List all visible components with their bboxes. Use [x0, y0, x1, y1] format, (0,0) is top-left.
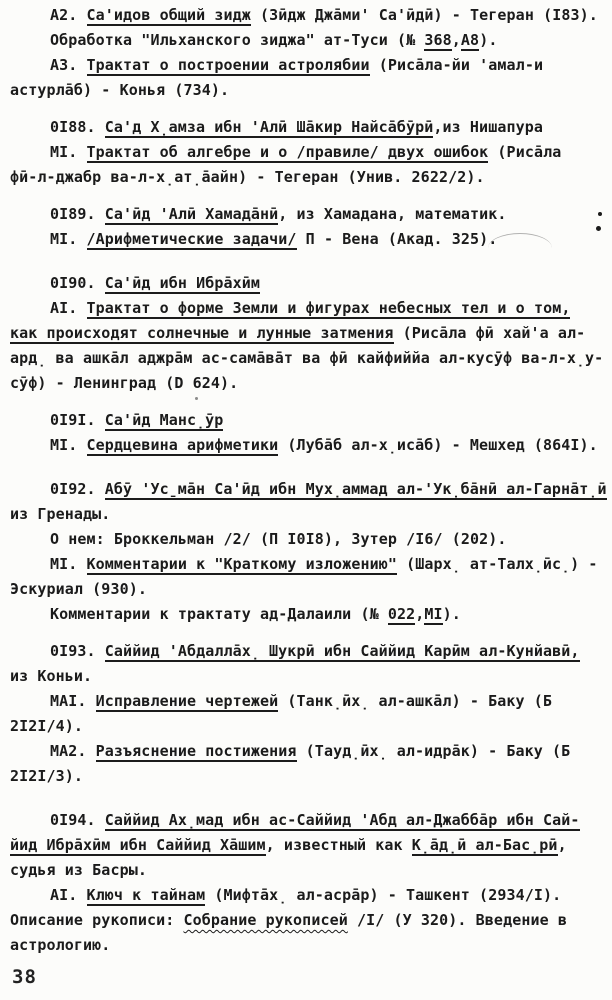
underlined-text: 022 — [387, 605, 416, 623]
catalog-entry — [10, 408, 606, 458]
text-segment: МАI. — [50, 692, 96, 710]
underlined-text: К̣āд̣ӣ ал-Бас̣рӣ — [411, 836, 558, 854]
text-segment: МI. — [50, 555, 87, 573]
text-line — [10, 53, 606, 78]
underlined-text: как происходят солнечные и лунные затмения — [10, 324, 394, 342]
text-line — [10, 3, 606, 28]
text-segment: А3. — [50, 56, 87, 74]
text-segment: 0I94. — [50, 811, 105, 829]
text-line — [10, 78, 606, 103]
text-segment: из Коньи. — [10, 667, 93, 685]
text-segment: (Зӣдж Джāми' Са'ӣдӣ) - Тегеран (I83). — [250, 6, 598, 24]
text-line — [10, 808, 606, 833]
text-segment: (Лубāб ал-х̣исāб) - Мешхед (864I). — [278, 436, 598, 454]
catalog-entry — [10, 271, 606, 396]
catalog-entry — [10, 639, 606, 789]
underlined-text: Собрание рукописей — [183, 911, 348, 929]
text-line — [10, 833, 606, 858]
text-segment: МА2. — [50, 742, 96, 760]
text-segment: МI. — [50, 230, 87, 248]
text-segment: , известный как — [265, 836, 412, 854]
text-block — [10, 3, 606, 958]
text-segment: АI. — [50, 886, 87, 904]
text-line — [10, 664, 606, 689]
text-segment: 0I9I. — [50, 411, 105, 429]
underlined-text: Саййид Ах̣мад ибн ас-Саййид 'Абд ал-Джаббāр ибн Сай- — [104, 811, 580, 829]
text-segment: 2I2I/3). — [10, 767, 84, 785]
text-segment: АI. — [50, 299, 87, 317]
text-segment: из Гренады. — [10, 505, 111, 523]
underlined-text: Абӯ 'Ус̱мāн Са'ӣд ибн Мух̣аммад ал-'Ук̣бāнӣ ал-Гарнāт̣ӣ — [104, 480, 607, 498]
text-segment: П - Вена (Акад. 325). — [296, 230, 498, 248]
underlined-text: 368 — [424, 31, 452, 49]
text-segment: (Танк̣ӣх̣ ал-ашкāл) - Баку (Б — [278, 692, 553, 710]
scan-artifact-speck — [195, 397, 198, 400]
text-line — [10, 639, 606, 664]
text-line — [10, 346, 606, 371]
text-line — [10, 202, 606, 227]
text-line — [10, 271, 606, 296]
underlined-text: /Арифметические задачи/ — [86, 230, 297, 248]
text-line — [10, 408, 606, 433]
catalog-entry — [10, 808, 606, 958]
catalog-entry — [10, 115, 606, 190]
text-line — [10, 115, 606, 140]
text-segment: 0I88. — [50, 118, 105, 136]
underlined-text: йид Ибрāхӣм ибн Саййид Хāшим — [10, 836, 266, 854]
text-segment: (Рисāла-йи 'амал-и — [369, 56, 544, 74]
text-segment: 0I90. — [50, 274, 105, 292]
text-line — [10, 602, 606, 627]
underlined-text: Трактат о форме Земли и фигурах небесных тел и о том, — [86, 299, 571, 317]
catalog-entry — [10, 477, 606, 627]
text-line — [10, 577, 606, 602]
text-line — [10, 764, 606, 789]
text-line — [10, 858, 606, 883]
text-segment: фӣ-л-джабр ва-л-х̣ат̣āайн) - Тегеран (Унив. 2622/2). — [10, 168, 485, 186]
underlined-text: Разъяснение постижения — [95, 742, 297, 760]
underlined-text: Саййид 'Абдаллāх̣ Шукрӣ ибн Саййид Карӣм ал-Кунйавӣ, — [104, 642, 580, 660]
text-segment: Комментарии к трактату ад-Далаили (№ — [50, 605, 388, 623]
text-segment: , — [415, 605, 425, 623]
text-line — [10, 433, 606, 458]
text-line — [10, 527, 606, 552]
text-segment: Описание рукописи: — [10, 911, 184, 929]
text-line — [10, 371, 606, 396]
text-line — [10, 552, 606, 577]
text-segment: МI. — [50, 436, 87, 454]
underlined-text: А8 — [460, 31, 480, 49]
text-segment: ). — [479, 31, 498, 49]
text-segment: 2I2I/4). — [10, 717, 84, 735]
text-segment: 0I92. — [50, 480, 105, 498]
underlined-text: МI — [424, 605, 443, 623]
scan-artifact-speck — [596, 226, 601, 231]
text-segment: (Мифтāх̣ ал-асрāр) - Ташкент (2934/I). — [205, 886, 562, 904]
text-line — [10, 140, 606, 165]
text-line — [10, 933, 606, 958]
underlined-text: Са'ӣд Манс̣ӯр — [104, 411, 224, 429]
scan-artifact-speck — [598, 212, 602, 216]
text-segment: ард̣ ва ашкāл аджрāм ас-самāвāт ва фӣ кайфиййа ал-кусӯф ва-л-х̣у- — [10, 349, 604, 367]
text-segment: сӯф) - Ленинград (D 624). — [10, 374, 239, 392]
underlined-text: Ключ к тайнам — [86, 886, 206, 904]
text-line — [10, 28, 606, 53]
text-segment: (Тауд̣ӣх̣ ал-идрāк) - Баку (Б — [296, 742, 571, 760]
text-segment: Обработка "Ильханского зиджа" ат-Туси (№ — [50, 31, 425, 49]
catalog-entry — [10, 3, 606, 103]
text-segment: (Рисāла фӣ хай'а ал- — [393, 324, 586, 342]
text-line — [10, 689, 606, 714]
text-segment: Эскуриал (930). — [10, 580, 147, 598]
underlined-text: Комментарии к "Краткому изложению" — [86, 555, 397, 573]
text-segment: , — [451, 31, 461, 49]
text-segment: (Рисāла — [488, 143, 562, 161]
text-segment: , — [557, 836, 567, 854]
text-segment: (Шарх̣ ат-Талх̣ӣс̣) - — [396, 555, 598, 573]
text-segment: астрологию. — [10, 936, 111, 954]
text-line — [10, 714, 606, 739]
underlined-text: Са'д Х̣амза ибн 'Алӣ Шāкир Найсāбӯрӣ — [104, 118, 434, 136]
text-line — [10, 739, 606, 764]
text-line — [10, 321, 606, 346]
text-segment: судья из Басры. — [10, 861, 147, 879]
text-line — [10, 883, 606, 908]
text-line — [10, 908, 606, 933]
underlined-text: Са'идов общий зидж — [86, 6, 251, 24]
underlined-text: Сердцевина арифметики — [86, 436, 279, 454]
page-number: 38 — [12, 966, 37, 988]
text-segment: 0I89. — [50, 205, 105, 223]
text-segment: МI. — [50, 143, 87, 161]
underlined-text: Трактат о построении астролябии — [86, 56, 370, 74]
text-segment: О нем: Броккельман /2/ (П I0I8), Зутер /I6/ (202). — [50, 530, 507, 548]
text-segment: , из Хамадана, математик. — [278, 205, 507, 223]
text-segment: ). — [442, 605, 461, 623]
text-segment: астурлāб) - Конья (734). — [10, 81, 230, 99]
text-line — [10, 477, 606, 502]
text-line — [10, 502, 606, 527]
text-segment: /I/ (У 320). Введение в — [347, 911, 567, 929]
underlined-text: Са'ӣд ибн Ибрāхӣм — [104, 274, 261, 292]
underlined-text: Трактат об алгебре и о /правиле/ двух ошибок — [86, 143, 489, 161]
text-segment: А2. — [50, 6, 87, 24]
text-segment: 0I93. — [50, 642, 105, 660]
underlined-text: Са'ӣд 'Алӣ Хамадāнӣ — [104, 205, 279, 223]
text-segment: ,из Нишапура — [433, 118, 543, 136]
text-line — [10, 165, 606, 190]
underlined-text: Исправление чертежей — [95, 692, 279, 710]
text-line — [10, 296, 606, 321]
